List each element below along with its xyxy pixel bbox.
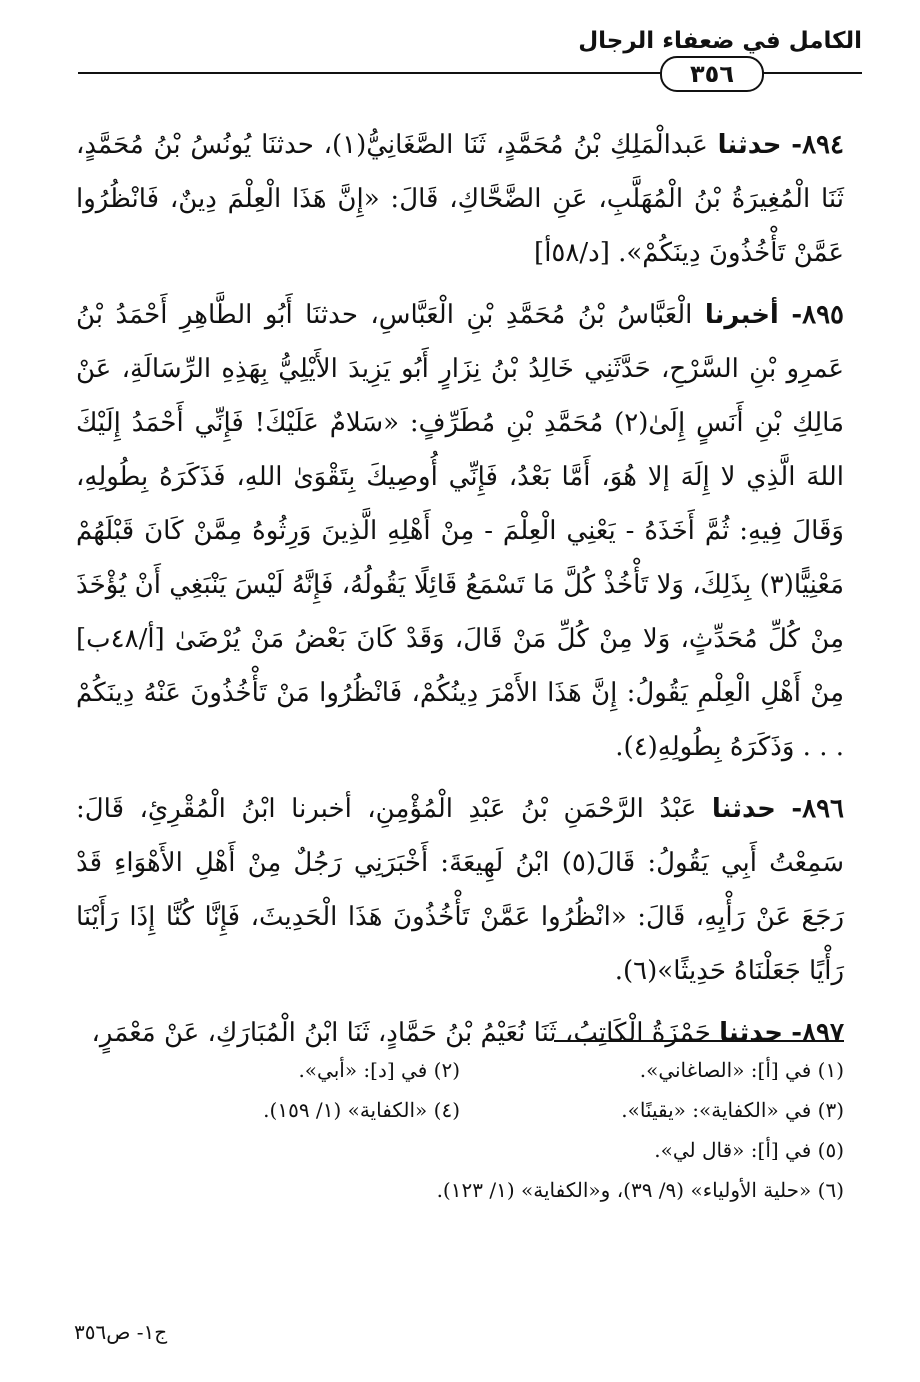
footnote-row xyxy=(76,1092,844,1128)
entry-895 xyxy=(76,288,844,774)
entry-894 xyxy=(76,118,844,280)
page-number-badge: ٣٥٦ xyxy=(660,56,764,92)
footnote-rule xyxy=(554,1040,844,1042)
footnote-2: (٢) في [د]: «أبي». xyxy=(298,1058,460,1082)
footnote-5: (٥) في [أ]: «قال لي». xyxy=(654,1138,844,1162)
entry-verb: حدثنا xyxy=(719,1018,784,1048)
running-title: الكامل في ضعفاء الرجال xyxy=(578,28,862,54)
entry-text: الْعَبَّاسُ بْنُ مُحَمَّدِ بْنِ الْعَبَّاسِ، حدثنَا أَبُو الطَّاهِرِ أَحْمَدُ بْنُ عَمرِو بْنِ السَّرْحِ، حَدَّثَنِي خَالِدُ بْنُ نِزَارٍ أَبُو يَزِيدَ الأَيْلِيُّ بِهَذِهِ الرِّسَالَةِ، عَنْ مَالِكِ بْنِ أَنَسٍ إِلَىٰ(٢) مُحَمَّدِ بْنِ مُطَرِّفٍ: «سَلامٌ عَلَيْكَ! فَإِنِّي أَحْمَدُ إِلَيْكَ اللهَ الَّذِي لا إِلَهَ إلا هُوَ، أَمَّا بَعْدُ، فَإِنِّي أُوصِيكَ بِتَقْوَىٰ اللهِ، فَذَكَرَهُ بِطُولِهِ، وَقَالَ فِيهِ: ثُمَّ أَخَذَهُ - يَعْنِي الْعِلْمَ - مِنْ أَهْلِهِ الَّذِينَ وَرِثُوهُ مِمَّنْ كَانَ قَبْلَهُمْ مَعْنِيًّا(٣) بِذَلِكَ، وَلا تَأْخُذْ كُلَّ مَا تَسْمَعُ قَائِلًا يَقُولُهُ، فَإِنَّهُ لَيْسَ يَنْبَغِي أَنْ يُؤْخَذَ مِنْ كُلِّ مُحَدِّثٍ، وَلا مِنْ كُلِّ مَنْ قَالَ، وَقَدْ كَانَ بَعْضُ مَنْ يُرْضَىٰ [أ/٤٨ب] مِنْ أَهْلِ الْعِلْمِ يَقُولُ: إِنَّ هَذَا الأَمْرَ دِينُكُمْ، فَانْظُرُوا مَنْ تَأْخُذُونَ عَنْهُ دِينَكُمْ . . . وَذَكَرَهُ بِطُولِهِ(٤). xyxy=(76,300,844,762)
entry-text: حَمْزَةُ الْكَاتِبُ، ثَنَا نُعَيْمُ بْنُ حَمَّادٍ، ثَنَا ابْنُ الْمُبَارَكِ، عَنْ مَعْمَرٍ، xyxy=(91,1018,711,1048)
entry-verb: حدثنا xyxy=(717,130,782,160)
entry-verb: حدثنا xyxy=(711,794,776,824)
entry-number: ٨٩٥- xyxy=(791,300,845,330)
footnote-4: (٤) «الكفاية» (١/ ١٥٩). xyxy=(263,1098,460,1122)
entry-text: عَبدالْمَلِكِ بْنُ مُحَمَّدٍ، ثَنَا الصَّغَانِيُّ(١)، حدثنَا يُونُسُ بْنُ مُحَمَّدٍ، ثَنَا الْمُغِيرَةُ بْنُ الْمُهَلَّبِ، عَنِ الضَّحَّاكِ، قَالَ: «إِنَّ هَذَا الْعِلْمَ دِينٌ، فَانْظُرُوا عَمَّنْ تَأْخُذُونَ دِينَكُمْ». [د/٥٨أ] xyxy=(76,130,844,268)
entry-number: ٨٩٤- xyxy=(791,130,844,160)
entry-896 xyxy=(76,782,844,998)
main-text xyxy=(76,118,844,1068)
entry-number: ٨٩٦- xyxy=(791,794,845,824)
entry-number: ٨٩٧- xyxy=(791,1018,844,1048)
folio-reference: ج١- ص٣٥٦ xyxy=(74,1320,168,1344)
footnote-row xyxy=(76,1052,844,1088)
footnote-6: (٦) «حلية الأولياء» (٩/ ٣٩)، و«الكفاية» (١/ ١٢٣). xyxy=(436,1178,844,1202)
footnotes xyxy=(76,1052,844,1212)
footnote-1: (١) في [أ]: «الصاغاني». xyxy=(639,1058,844,1082)
entry-verb: أخبرنا xyxy=(704,300,779,330)
entry-text: عَبْدُ الرَّحْمَنِ بْنُ عَبْدِ الْمُؤْمِنِ، أخبرنا ابْنُ الْمُقْرِئِ، قَالَ: سَمِعْتُ أَبِي يَقُولُ: قَالَ(٥) ابْنُ لَهِيعَةَ: أَخْبَرَنِي رَجُلٌ مِنْ أَهْلِ الأَهْوَاءِ قَدْ رَجَعَ عَنْ رَأْيِهِ، قَالَ: «انْظُرُوا عَمَّنْ تَأْخُذُونَ هَذَا الْحَدِيثَ، فَإِنَّا كُنَّا إِذَا رَأَيْنَا رَأْيًا جَعَلْنَاهُ حَدِيثًا»(٦). xyxy=(76,794,844,986)
footnote-3: (٣) في «الكفاية»: «يقينًا». xyxy=(621,1098,844,1122)
